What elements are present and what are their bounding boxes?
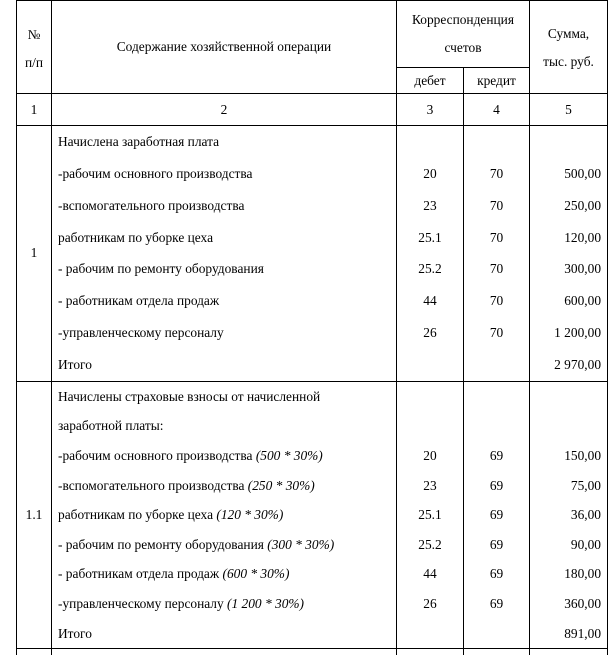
operation-credit: 70 — [489, 229, 504, 245]
operation-line — [58, 619, 396, 649]
column-index-row — [17, 94, 608, 126]
operation-sum: 600,00 — [564, 293, 602, 309]
operation-debit: 25.1 — [418, 507, 442, 523]
operation-line — [58, 500, 396, 530]
operation-calc: (1 200 * 30%) — [227, 596, 305, 612]
operation-text: -рабочим основного производства — [58, 448, 256, 464]
operation-line — [58, 559, 396, 589]
section-1-num: 1 — [17, 126, 52, 382]
header-content: Содержание хозяйственной операции — [52, 1, 397, 94]
operation-text: - работникам отдела продаж — [58, 293, 220, 309]
operation-line — [58, 285, 396, 317]
operation-debit — [397, 349, 463, 381]
operation-line — [58, 317, 396, 349]
operation-line — [58, 411, 396, 441]
section-1-debit — [397, 126, 464, 382]
operation-line — [58, 382, 396, 412]
operation-debit: 26 — [423, 325, 437, 341]
header-debit: дебет — [397, 68, 464, 94]
operation-credit: 69 — [489, 507, 504, 523]
operation-debit: 44 — [423, 566, 437, 582]
operation-line — [58, 190, 396, 222]
operation-calc: (120 * 30%) — [216, 507, 284, 523]
header-num: № п/п — [17, 1, 52, 94]
operation-text: работникам по уборке цеха — [58, 507, 217, 523]
operation-debit: 26 — [423, 596, 437, 612]
operation-line — [58, 589, 396, 619]
section-2-debit — [397, 381, 464, 648]
operation-text: работникам по уборке цеха — [58, 229, 214, 245]
operation-text: -вспомогательного производства — [58, 197, 245, 213]
operation-calc: (250 * 30%) — [247, 477, 315, 493]
operation-credit: 70 — [489, 197, 504, 213]
section-1-content — [52, 126, 397, 382]
operation-line — [58, 530, 396, 560]
operation-sum: 500,00 — [564, 165, 602, 181]
operation-sum: 891,00 — [564, 625, 602, 641]
section-2-num: 1.1 — [17, 381, 52, 648]
header-sum: Сумма, тыс. руб. — [530, 1, 608, 94]
operation-line — [58, 158, 396, 190]
operation-credit — [464, 382, 529, 412]
operation-text: - рабочим по ремонту оборудования — [58, 261, 264, 277]
operation-sum: 300,00 — [564, 261, 602, 277]
col-index-3: 3 — [397, 94, 464, 126]
accounting-table — [16, 0, 608, 655]
operation-debit — [397, 382, 463, 412]
operation-debit: 20 — [423, 165, 437, 181]
continuation-row — [17, 649, 608, 656]
operation-debit: 23 — [423, 477, 437, 493]
operation-debit: 25.2 — [418, 261, 442, 277]
operation-line — [58, 471, 396, 501]
operation-credit: 69 — [489, 536, 504, 552]
operation-calc: (500 * 30%) — [255, 448, 323, 464]
operation-credit: 69 — [489, 596, 504, 612]
operation-credit: 70 — [489, 261, 504, 277]
operation-credit: 70 — [489, 165, 504, 181]
operation-line — [58, 441, 396, 471]
operation-debit: 25.1 — [418, 229, 442, 245]
operation-text: -управленческому персоналу — [58, 325, 224, 341]
operation-credit — [464, 126, 529, 158]
operation-text: -вспомогательного производства — [58, 477, 248, 493]
col-index-5: 5 — [530, 94, 608, 126]
section-2-sum — [530, 381, 608, 648]
operation-sum: 36,00 — [570, 507, 602, 523]
operation-sum — [530, 126, 601, 158]
operation-text: заработной платы: — [58, 418, 164, 434]
section-1-sum — [530, 126, 608, 382]
operation-debit: 25.2 — [418, 536, 442, 552]
operation-debit: 23 — [423, 197, 437, 213]
operation-line — [58, 253, 396, 285]
col-index-4: 4 — [464, 94, 530, 126]
operation-sum — [530, 411, 601, 441]
operation-sum — [530, 382, 601, 412]
operation-line — [58, 222, 396, 254]
operation-text: -управленческому персоналу — [58, 596, 228, 612]
operation-text: Начислены страховые взносы от начисленной — [58, 388, 321, 404]
operation-sum: 75,00 — [570, 477, 602, 493]
operation-credit — [464, 349, 529, 381]
operation-calc: (600 * 30%) — [222, 566, 290, 582]
operation-line — [58, 349, 396, 381]
operation-sum: 360,00 — [564, 596, 602, 612]
operation-text: Начислена заработная плата — [58, 134, 220, 149]
operation-sum: 90,00 — [570, 536, 602, 552]
operation-line — [58, 126, 396, 158]
operation-credit: 69 — [489, 566, 504, 582]
operation-sum: 120,00 — [564, 229, 602, 245]
operation-credit — [464, 619, 529, 649]
operation-text: Итого — [58, 357, 92, 373]
section-2-content — [52, 381, 397, 648]
operation-calc: (300 * 30%) — [267, 536, 335, 552]
operation-debit: 44 — [423, 293, 437, 309]
col-index-2: 2 — [52, 94, 397, 126]
section-2-row — [17, 381, 608, 648]
operation-sum: 250,00 — [564, 197, 602, 213]
section-1-row — [17, 126, 608, 382]
operation-sum: 1 200,00 — [554, 325, 602, 341]
section-2-credit — [464, 381, 530, 648]
operation-credit — [464, 411, 529, 441]
header-correspondence: Корреспонденция счетов — [397, 1, 530, 68]
operation-text: - рабочим по ремонту оборудования — [58, 536, 268, 552]
operation-debit — [397, 619, 463, 649]
header-row — [17, 1, 608, 68]
operation-debit — [397, 126, 463, 158]
col-index-1: 1 — [17, 94, 52, 126]
operation-debit: 20 — [423, 448, 437, 464]
operation-credit: 70 — [489, 325, 504, 341]
operation-sum: 150,00 — [564, 448, 602, 464]
operation-text: -рабочим основного производства — [58, 165, 253, 181]
header-credit: кредит — [464, 68, 530, 94]
operation-credit: 69 — [489, 477, 504, 493]
operation-sum: 180,00 — [564, 566, 602, 582]
operation-text: - работникам отдела продаж — [58, 566, 223, 582]
operation-credit: 70 — [489, 293, 504, 309]
operation-sum: 2 970,00 — [554, 357, 602, 373]
section-1-credit — [464, 126, 530, 382]
operation-credit: 69 — [489, 448, 504, 464]
operation-debit — [397, 411, 463, 441]
operation-text: Итого — [58, 625, 92, 641]
